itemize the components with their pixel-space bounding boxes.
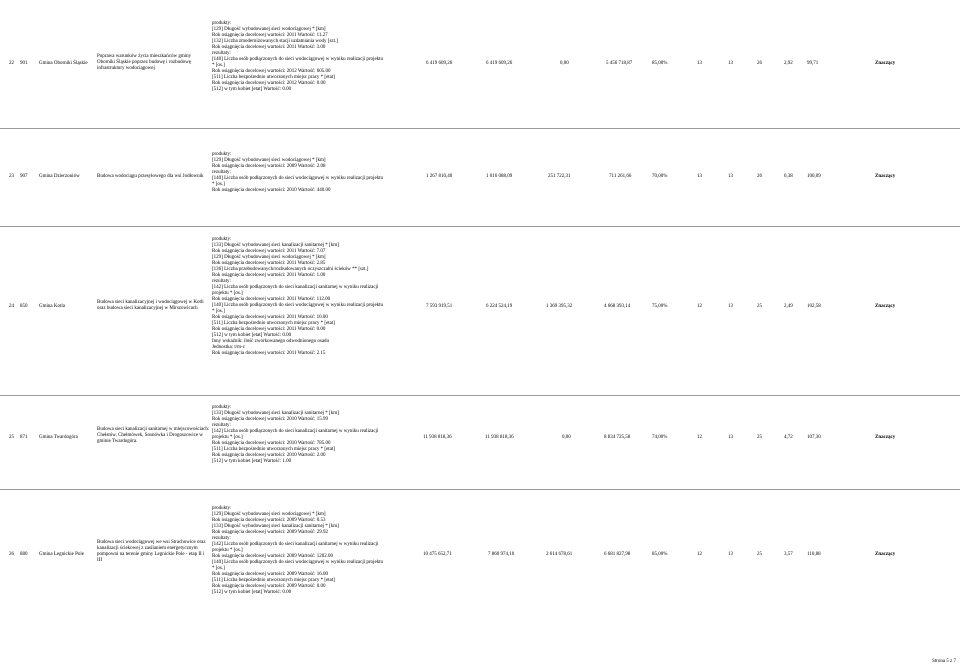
indicator-line: [133] Długość wybudowanej sieci kanalizacji sanitarnej * [km] (212, 524, 339, 529)
indicator-line: [129] Długość wybudowanej sieci wodociągowej * [km] (212, 158, 326, 163)
indicators (212, 405, 422, 465)
score-2: 13 (728, 304, 733, 309)
indicator-line: rezultaty: (212, 279, 231, 284)
indicator-line: [142] Liczba osób podłączonych do sieci kanalizacji sanitarnej w wyniku realizacji (212, 285, 379, 290)
indicator-line: [140] Liczba osób podłączonych do sieci wodociągowej w wyniku realizacji projektu (212, 303, 384, 308)
row-separator (0, 489, 960, 490)
indicator-line: Rok osiągnięcia docelowej wartości: 2009 Wartość: 0.53 (212, 518, 326, 523)
score-5: 102,58 (807, 304, 821, 309)
indicator-line: [511] Liczba bezpośrednio utworzonych miejsc pracy * [etat] (212, 447, 335, 452)
eligible-cost: 1 016 088,09 (486, 174, 513, 179)
indicator-line: Jednostka: t/m-c (212, 345, 245, 350)
status-label: Znaczący (875, 61, 896, 66)
indicator-line: produkty: (212, 21, 232, 26)
indicator-line: produkty: (212, 237, 232, 242)
indicator-line: produkty: (212, 405, 232, 410)
row-number: 24 (9, 304, 14, 309)
indicators (212, 237, 422, 357)
indicator-line: Rok osiągnięcia docelowej wartości: 2011 Wartość: 0.00 (212, 327, 326, 332)
indicator-line: Rok osiągnięcia docelowej wartości: 2011 Wartość: 10.00 (212, 315, 328, 320)
score-4: 4,72 (784, 435, 793, 440)
project-title: Budowa sieci kanalizacji sanitarnej w miejscowościach: Chełstów, Chełmówek, Sosnówka i Drogoszowice w gminie Twardogóra. (97, 427, 210, 444)
beneficiary: Gmina Kotla (39, 304, 65, 309)
row-number: 22 (9, 61, 14, 66)
indicator-line: [511] Liczba bezpośrednio utworzonych miejsc pracy * [etat] (212, 578, 335, 583)
beneficiary: Gmina Oborniki Śląskie (39, 61, 88, 66)
indicator-line: [140] Liczba osób podłączonych do sieci wodociągowej w wyniku realizacji projektu (212, 560, 384, 565)
grant-amount: 5 456 718,87 (606, 61, 633, 66)
indicator-line: * [os.] (212, 63, 225, 68)
ineligible-cost: 1 369 395,32 (546, 304, 573, 309)
indicator-line: [140] Liczba osób podłączonych do sieci wodociągowej w wyniku realizacji projektu (212, 57, 384, 62)
indicator-line: Rok osiągnięcia docelowej wartości: 2012 Wartość: 605.00 (212, 69, 331, 74)
score-4: 0,38 (784, 174, 793, 179)
indicator-line: [512] w tym kobiet [etat] Wartość: 0.00 (212, 590, 292, 595)
grant-percent: 85,00% (652, 61, 668, 66)
indicator-line: Rok osiągnięcia docelowej wartości: 2011 Wartość: 112.00 (212, 297, 331, 302)
indicator-line: [132] Liczba zmodernizowanych stacji uzdatniania wody [szt.] (212, 39, 338, 44)
indicator-line: rezultaty: (212, 423, 231, 428)
score-1: 12 (697, 304, 702, 309)
indicator-line: [136] Liczba przebudowanych/rozbudowanych oczyszczalni ścieków ** [szt.] (212, 267, 369, 272)
total-cost: 6 419 609,26 (426, 61, 453, 66)
project-title: Budowa wodociągu przesyłowego dla wsi Jodłownik (97, 174, 204, 179)
eligible-cost: 7 860 974,10 (488, 552, 515, 557)
indicator-line: [142] Liczba osób podłączonych do sieci kanalizacji sanitarnej w wyniku realizacji (212, 542, 379, 547)
indicator-line: [142] Liczba osób podłączonych do sieci kanalizacji sanitarnej w wyniku realizacji (212, 429, 379, 434)
indicator-line: Rok osiągnięcia docelowej wartości: 2009 Wartość: 29.92 (212, 530, 329, 535)
score-5: 99,71 (807, 61, 819, 66)
indicator-line: Rok osiągnięcia docelowej wartości: 2009 Wartość: 16.00 (212, 572, 329, 577)
indicator-line: projektu * [os.] (212, 548, 243, 553)
indicator-line: [512] w tym kobiet [etat] Wartość: 1.00 (212, 459, 292, 464)
beneficiary: Gmina Dzierzoniów (39, 174, 80, 179)
ineligible-cost: 251 722,31 (548, 174, 571, 179)
indicator-line: rezultaty: (212, 536, 231, 541)
indicator-line: Rok osiągnięcia docelowej wartości: 2011 Wartość: 7.07 (212, 249, 326, 254)
score-2: 13 (728, 61, 733, 66)
indicator-line: * [os.] (212, 309, 225, 314)
indicator-line: [133] Długość wybudowanej sieci kanalizacji sanitarnej * [km] (212, 243, 339, 248)
status-label: Znaczący (875, 304, 896, 309)
score-5: 107,30 (807, 435, 821, 440)
score-1: 13 (697, 174, 702, 179)
indicator-line: Rok osiągnięcia docelowej wartości: 2011 Wartość: 1.00 (212, 273, 326, 278)
score-1: 12 (697, 552, 702, 557)
project-id: 907 (20, 174, 28, 179)
indicator-line: Rok osiągnięcia docelowej wartości: 2011 Wartość: 11.27 (212, 33, 328, 38)
total-cost: 7 593 919,51 (426, 304, 453, 309)
grant-percent: 85,00% (652, 552, 668, 557)
total-cost: 11 938 818,36 (423, 435, 452, 440)
indicators (212, 21, 422, 93)
indicator-line: [512] w tym kobiet [etat] Wartość: 0.00 (212, 333, 292, 338)
indicators (212, 152, 422, 194)
beneficiary: Gmina Twardogóra (39, 435, 78, 440)
status-label: Znaczący (875, 174, 896, 179)
score-5: 110,88 (807, 552, 821, 557)
eligible-cost: 6 419 609,26 (486, 61, 513, 66)
score-1: 12 (697, 435, 702, 440)
project-id: 871 (20, 435, 28, 440)
eligible-cost: 11 938 818,36 (485, 435, 514, 440)
indicator-line: [129] Długość wybudowanej sieci wodociągowej * [km] (212, 27, 326, 32)
indicator-line: * [os.] (212, 182, 225, 187)
project-title: Budowa sieci kanalizacyjnej i wodociągowej w Kotli oraz budowa sieci kanalizacyjnej w Mirszowicach (97, 300, 204, 311)
indicator-line: projektu * [os.] (212, 291, 243, 296)
indicator-line: [511] Liczba bezpośrednio utworzonych miejsc pracy * [etat] (212, 75, 335, 80)
indicator-line: produkty: (212, 506, 232, 511)
project-title: Budowa sieci wodociągowej we wsi Strachowice oraz kanalizacji ściekowej z zasilaniem energetycznym pompowni na terenie gminy Legnickie Pole - etap II i III (97, 540, 206, 563)
ineligible-cost: 0,00 (560, 61, 569, 66)
score-3: 25 (757, 435, 762, 440)
score-3: 26 (757, 61, 762, 66)
indicator-line: Rok osiągnięcia docelowej wartości: 2010 Wartość: 15.99 (212, 417, 329, 422)
indicator-line: [512] w tym kobiet [etat] Wartość: 0.00 (212, 87, 292, 92)
score-5: 100,09 (807, 174, 821, 179)
grant-percent: 70,00% (652, 174, 668, 179)
eligible-cost: 6 224 524,19 (486, 304, 513, 309)
indicator-line: Rok osiągnięcia docelowej wartości: 2011 Wartość: 2.15 (212, 351, 326, 356)
grant-amount: 8 834 725,58 (604, 435, 631, 440)
score-2: 13 (728, 435, 733, 440)
score-3: 25 (757, 304, 762, 309)
project-id: 880 (20, 552, 28, 557)
ineligible-cost: 0,00 (562, 435, 571, 440)
indicator-line: [129] Długość wybudowanej sieci wodociągowej * [km] (212, 255, 326, 260)
indicator-line: Rok osiągnięcia docelowej wartości: 2009 Wartość: 2.08 (212, 164, 326, 169)
total-cost: 1 267 810,40 (426, 174, 453, 179)
project-title: Poprawa warunków życia mieszkańców gminy Oborniki Śląskie poprzez budowę i rozbudowę infrastruktury wodociągowej (97, 54, 192, 71)
indicator-line: produkty: (212, 152, 232, 157)
indicator-line: Rok osiągnięcia docelowej wartości: 2009 Wartość: 0.00 (212, 584, 326, 589)
indicator-line: Rok osiągnięcia docelowej wartości: 2012 Wartość: 0.00 (212, 81, 326, 86)
score-2: 13 (728, 174, 733, 179)
beneficiary: Gmina Legnickie Pole (39, 552, 84, 557)
score-4: 3,57 (784, 552, 793, 557)
indicator-line: [133] Długość wybudowanej sieci kanalizacji sanitarnej * [km] (212, 411, 339, 416)
indicator-line: Rok osiągnięcia docelowej wartości: 2010 Wartość: 440.00 (212, 188, 331, 193)
score-2: 13 (728, 552, 733, 557)
status-label: Znaczący (875, 552, 896, 557)
indicator-line: Rok osiągnięcia docelowej wartości: 2010 Wartość: 2.00 (212, 453, 326, 458)
row-number: 25 (9, 435, 14, 440)
indicator-line: [140] Liczba osób podłączonych do sieci wodociągowej w wyniku realizacji projektu (212, 176, 384, 181)
indicators (212, 506, 422, 596)
score-4: 2,92 (784, 61, 793, 66)
total-cost: 10 475 652,71 (423, 552, 452, 557)
indicator-line: Rok osiągnięcia docelowej wartości: 2010 Wartość: 785.00 (212, 441, 331, 446)
project-id: 850 (20, 304, 28, 309)
indicator-line: rezultaty: (212, 170, 231, 175)
grant-amount: 6 681 827,98 (604, 552, 631, 557)
ineligible-cost: 2 614 678,61 (546, 552, 573, 557)
status-label: Znaczący (875, 435, 896, 440)
indicator-line: * [os.] (212, 566, 225, 571)
indicator-line: [129] Długość wybudowanej sieci wodociągowej * [km] (212, 512, 326, 517)
indicator-line: Rok osiągnięcia docelowej wartości: 2009 Wartość: 1202.00 (212, 554, 334, 559)
project-id: 901 (20, 61, 28, 66)
row-number: 26 (9, 552, 14, 557)
indicator-line: projektu * [os.] (212, 435, 243, 440)
row-separator (0, 226, 960, 227)
grant-percent: 74,00% (652, 435, 668, 440)
grant-percent: 75,00% (652, 304, 668, 309)
grant-amount: 711 261,66 (609, 174, 632, 179)
score-3: 26 (757, 174, 762, 179)
row-separator (0, 128, 960, 129)
row-separator (0, 395, 960, 396)
indicator-line: Rok osiągnięcia docelowej wartości: 2011 Wartość: 3.00 (212, 45, 326, 50)
indicator-line: [511] Liczba bezpośrednio utworzonych miejsc pracy * [etat] (212, 321, 335, 326)
score-4: 2,49 (784, 304, 793, 309)
score-3: 25 (757, 552, 762, 557)
page-number: Strona 5 z 7 (932, 659, 957, 664)
grant-amount: 4 668 393,14 (604, 304, 631, 309)
indicator-line: Rok osiągnięcia docelowej wartości: 2011 Wartość: 2.85 (212, 261, 326, 266)
score-1: 13 (697, 61, 702, 66)
row-number: 23 (9, 174, 14, 179)
indicator-line: Inny wskaźnik: ilość zworkowanego odwodnionego osadu (212, 339, 330, 344)
indicator-line: rezultaty: (212, 51, 231, 56)
